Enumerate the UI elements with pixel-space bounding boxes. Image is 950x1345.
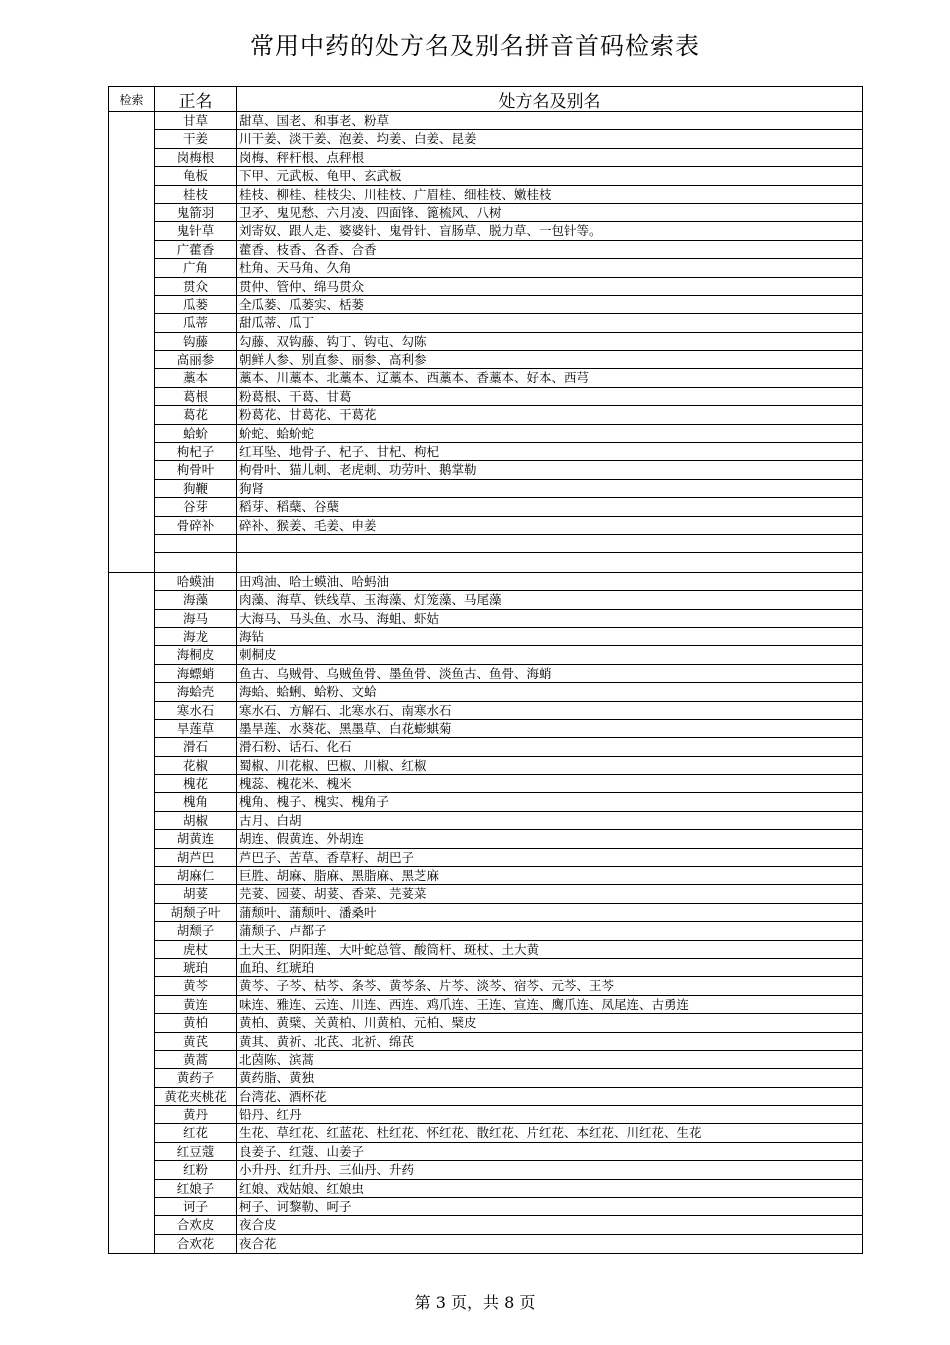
herb-aliases-cell: 桂枝、柳桂、桂枝尖、川桂枝、广眉桂、细桂枝、嫩桂枝 [239, 186, 552, 202]
herb-aliases-cell: 蒲颓子、卢都子 [239, 923, 327, 939]
herb-aliases-cell: 良姜子、红蔻、山姜子 [239, 1143, 365, 1159]
table-row [155, 1180, 862, 1198]
table-row [155, 1124, 862, 1142]
herb-index-table [108, 86, 863, 1254]
herb-name-cell: 干姜 [155, 130, 237, 147]
herb-aliases-cell: 刺桐皮 [239, 647, 277, 663]
table-row [155, 1161, 862, 1179]
table-row [155, 683, 862, 701]
table-row [155, 388, 862, 406]
herb-aliases-cell: 寒水石、方解石、北寒水石、南寒水石 [239, 702, 452, 718]
table-row [155, 130, 862, 148]
herb-aliases-cell: 稻芽、稻蘖、谷蘖 [239, 499, 340, 515]
herb-name-cell: 槐花 [155, 775, 237, 792]
page-footer: 第 3 页，共 8 页 [414, 1293, 536, 1312]
herb-aliases-cell: 台湾花、酒杯花 [239, 1088, 327, 1104]
table-row [155, 1051, 862, 1069]
herb-aliases-cell: 海蛤、蛤蜊、蛤粉、文蛤 [239, 684, 377, 700]
herb-name-cell: 胡黄连 [155, 830, 237, 847]
herb-name-cell: 瓜蒌 [155, 296, 237, 313]
herb-aliases-cell: 柯子、诃黎勒、呵子 [239, 1199, 352, 1215]
table-row [155, 1106, 862, 1124]
herb-name-cell: 葛根 [155, 388, 237, 405]
table-row [155, 461, 862, 479]
herb-aliases-cell: 蒲颓叶、蒲颓叶、潘桑叶 [239, 904, 377, 920]
herb-aliases-cell: 甜瓜蒂、瓜丁 [239, 315, 315, 331]
herb-aliases-cell: 槐角、槐子、槐实、槐角子 [239, 794, 390, 810]
table-row [155, 646, 862, 664]
herb-aliases-cell: 夜合花 [239, 1235, 277, 1251]
herb-name-cell: 合欢皮 [155, 1216, 237, 1233]
table-row [155, 720, 862, 738]
herb-name-cell: 红花 [155, 1124, 237, 1141]
table-row [155, 259, 862, 277]
table-row [155, 296, 862, 314]
table-row [155, 996, 862, 1014]
table-row [155, 1088, 862, 1106]
table-row [155, 738, 862, 756]
table-row [155, 702, 862, 720]
herb-aliases-cell: 狗肾 [239, 480, 265, 496]
herb-aliases-cell: 墨旱莲、水葵花、黑墨草、白花蟛蜞菊 [239, 720, 452, 736]
herb-name-cell: 黄芪 [155, 1033, 237, 1050]
herb-name-cell: 蛤蚧 [155, 425, 237, 442]
herb-aliases-cell: 红娘、戏姑娘、红娘虫 [239, 1180, 365, 1196]
table-row [155, 1235, 862, 1253]
herb-name-cell: 红豆蔻 [155, 1143, 237, 1160]
herb-aliases-cell: 芦巴子、苦草、香草籽、胡巴子 [239, 849, 415, 865]
table-row [155, 959, 862, 977]
herb-name-cell: 骨碎补 [155, 517, 237, 534]
group-index-cell [109, 573, 155, 1253]
herb-name-cell: 甘草 [155, 112, 237, 129]
table-row [155, 241, 862, 259]
herb-name-cell: 黄药子 [155, 1069, 237, 1086]
table-row [155, 830, 862, 848]
table-row [155, 498, 862, 516]
herb-name-cell: 胡颓子 [155, 922, 237, 939]
herb-name-cell: 岗梅根 [155, 149, 237, 166]
table-row [155, 167, 862, 185]
herb-aliases-cell: 槐蕊、槐花米、槐米 [239, 776, 352, 792]
herb-aliases-cell: 黄柏、黄檗、关黄柏、川黄柏、元柏、檗皮 [239, 1015, 477, 1031]
herb-name-cell: 红娘子 [155, 1180, 237, 1197]
table-row [155, 591, 862, 609]
herb-aliases-cell: 甜草、国老、和事老、粉草 [239, 113, 390, 128]
herb-aliases-cell: 土大王、阴阳莲、大叶蛇总管、酸筒杆、斑杖、土大黄 [239, 941, 540, 957]
herb-name-cell: 藁本 [155, 369, 237, 386]
table-row [155, 1198, 862, 1216]
herb-aliases-cell: 味连、雅连、云连、川连、西连、鸡爪连、王连、宣连、鹰爪连、凤尾连、古勇连 [239, 996, 690, 1012]
herb-aliases-cell: 蚧蛇、蛤蚧蛇 [239, 425, 315, 441]
table-row [155, 314, 862, 332]
herb-name-cell [155, 553, 237, 571]
herb-aliases-cell: 生花、草红花、红蓝花、杜红花、怀红花、散红花、片红花、本红花、川红花、生花 [239, 1125, 702, 1141]
herb-name-cell: 海藻 [155, 591, 237, 608]
herb-aliases-cell: 朝鲜人参、别直参、丽参、高利参 [239, 352, 427, 368]
herb-name-cell: 黄花夹桃花 [155, 1088, 237, 1105]
table-row [155, 628, 862, 646]
herb-aliases-cell: 古月、白胡 [239, 812, 302, 828]
herb-name-cell: 槐角 [155, 793, 237, 810]
herb-name-cell: 琥珀 [155, 959, 237, 976]
herb-aliases-cell [237, 553, 862, 571]
table-row [155, 112, 862, 130]
table-row [155, 1216, 862, 1234]
herb-name-cell: 鬼箭羽 [155, 204, 237, 221]
herb-aliases-cell: 川干姜、淡干姜、泡姜、均姜、白姜、昆姜 [239, 131, 477, 147]
table-row [155, 812, 862, 830]
header-index: 检索 [109, 87, 155, 111]
herb-aliases-cell: 刘寄奴、跟人走、婆婆针、鬼骨针、盲肠草、脱力草、一包针等。 [239, 223, 602, 239]
table-row [155, 885, 862, 903]
table-row [155, 443, 862, 461]
herb-name-cell: 黄丹 [155, 1106, 237, 1123]
herb-name-cell: 寒水石 [155, 702, 237, 719]
table-row [155, 757, 862, 775]
herb-aliases-cell: 碎补、猴姜、毛姜、申姜 [239, 517, 377, 533]
table-row [155, 351, 862, 369]
table-row [155, 977, 862, 995]
page-title: 常用中药的处方名及别名拼音首码检索表 [250, 32, 700, 60]
herb-name-cell: 龟板 [155, 167, 237, 184]
table-row [155, 904, 862, 922]
table-row [155, 553, 862, 571]
herb-name-cell: 黄柏 [155, 1014, 237, 1031]
table-body [109, 112, 862, 1253]
herb-aliases-cell: 杜角、天马角、久角 [239, 260, 352, 276]
herb-name-cell: 枸骨叶 [155, 461, 237, 478]
table-row [155, 1143, 862, 1161]
herb-aliases-cell: 芫荽、园荽、胡荽、香菜、芫荽菜 [239, 886, 427, 902]
herb-aliases-cell: 粉葛花、甘葛花、干葛花 [239, 407, 377, 423]
herb-aliases-cell: 黄药脂、黄独 [239, 1070, 315, 1086]
herb-aliases-cell: 巨胜、胡麻、脂麻、黑脂麻、黑芝麻 [239, 868, 440, 884]
herb-aliases-cell: 胡连、假黄连、外胡连 [239, 831, 365, 847]
herb-aliases-cell: 黄芩、子芩、枯芩、条芩、黄芩条、片芩、淡芩、宿芩、元芩、王芩 [239, 978, 615, 994]
herb-name-cell: 贯众 [155, 278, 237, 295]
table-row [155, 775, 862, 793]
herb-aliases-cell: 藿香、枝香、各香、合香 [239, 241, 377, 257]
table-row [155, 204, 862, 222]
table-row [155, 222, 862, 240]
herb-name-cell: 狗鞭 [155, 480, 237, 497]
herb-aliases-cell: 枸骨叶、猫儿刺、老虎刺、功劳叶、鹅掌勒 [239, 462, 477, 478]
herb-name-cell: 桂枝 [155, 186, 237, 203]
herb-name-cell: 瓜蒂 [155, 314, 237, 331]
herb-aliases-cell: 蜀椒、川花椒、巴椒、川椒、红椒 [239, 757, 427, 773]
herb-aliases-cell: 全瓜蒌、瓜蒌实、栝蒌 [239, 296, 365, 312]
header-name: 正名 [155, 87, 237, 111]
table-row [155, 793, 862, 811]
herb-name-cell: 胡芦巴 [155, 849, 237, 866]
herb-name-cell: 葛花 [155, 406, 237, 423]
herb-aliases-cell [237, 535, 862, 552]
table-row [155, 517, 862, 535]
table-row [155, 941, 862, 959]
herb-name-cell: 黄蒿 [155, 1051, 237, 1068]
herb-aliases-cell: 勾藤、双钩藤、钩丁、钩屯、勾陈 [239, 333, 427, 349]
herb-name-cell: 滑石 [155, 738, 237, 755]
herb-name-cell: 高丽参 [155, 351, 237, 368]
herb-aliases-cell: 夜合皮 [239, 1217, 277, 1233]
herb-aliases-cell: 滑石粉、话石、化石 [239, 739, 352, 755]
herb-name-cell: 胡椒 [155, 812, 237, 829]
table-header-row [109, 87, 862, 112]
table-row [155, 610, 862, 628]
herb-name-cell: 哈蟆油 [155, 573, 237, 590]
herb-name-cell [155, 535, 237, 552]
herb-name-cell: 黄芩 [155, 977, 237, 994]
table-row [155, 278, 862, 296]
herb-aliases-cell: 肉藻、海草、铁线草、玉海藻、灯笼藻、马尾藻 [239, 592, 502, 608]
herb-name-cell: 花椒 [155, 757, 237, 774]
herb-aliases-cell: 小升丹、红升丹、三仙丹、升药 [239, 1162, 415, 1178]
herb-aliases-cell: 鱼古、乌贼骨、乌贼鱼骨、墨鱼骨、淡鱼古、鱼骨、海蛸 [239, 665, 552, 681]
table-row [155, 573, 862, 591]
herb-name-cell: 谷芽 [155, 498, 237, 515]
herb-name-cell: 虎杖 [155, 941, 237, 958]
table-row [155, 425, 862, 443]
table-row [155, 867, 862, 885]
table-row [155, 1014, 862, 1032]
herb-name-cell: 旱莲草 [155, 720, 237, 737]
herb-name-cell: 红粉 [155, 1161, 237, 1178]
herb-aliases-cell: 北茵陈、滨蒿 [239, 1051, 315, 1067]
herb-aliases-cell: 黄其、黄祈、北芪、北祈、绵芪 [239, 1033, 415, 1049]
table-row [155, 849, 862, 867]
herb-name-cell: 海桐皮 [155, 646, 237, 663]
herb-name-cell: 海螵蛸 [155, 665, 237, 682]
herb-aliases-cell: 田鸡油、哈士蟆油、哈蚂油 [239, 573, 390, 589]
herb-name-cell: 海马 [155, 610, 237, 627]
herb-name-cell: 广角 [155, 259, 237, 276]
herb-name-cell: 胡麻仁 [155, 867, 237, 884]
herb-name-cell: 钩藤 [155, 333, 237, 350]
herb-aliases-cell: 藁本、川藁本、北藁本、辽藁本、西藁本、香藁本、好本、西芎 [239, 370, 590, 386]
group-index-cell [109, 112, 155, 572]
herb-aliases-cell: 贯仲、管仲、绵马贯众 [239, 278, 365, 294]
herb-name-cell: 黄连 [155, 996, 237, 1013]
herb-name-cell: 海蛤壳 [155, 683, 237, 700]
table-row [155, 922, 862, 940]
herb-aliases-cell: 海钻 [239, 628, 265, 644]
herb-aliases-cell: 下甲、元武板、龟甲、玄武板 [239, 168, 402, 184]
herb-aliases-cell: 铅丹、红丹 [239, 1107, 302, 1123]
herb-aliases-cell: 红耳坠、地骨子、杞子、甘杞、枸杞 [239, 444, 440, 460]
herb-name-cell: 枸杞子 [155, 443, 237, 460]
herb-name-cell: 诃子 [155, 1198, 237, 1215]
table-row [155, 480, 862, 498]
header-aliases: 处方名及别名 [498, 91, 601, 112]
herb-aliases-cell: 大海马、马头鱼、水马、海蛆、虾姑 [239, 610, 440, 626]
table-group [109, 112, 862, 573]
herb-name-cell: 鬼针草 [155, 222, 237, 239]
herb-aliases-cell: 血珀、红琥珀 [239, 959, 315, 975]
table-row [155, 665, 862, 683]
table-group [109, 573, 862, 1253]
table-row [155, 1033, 862, 1051]
table-row [155, 333, 862, 351]
table-row [155, 149, 862, 167]
herb-name-cell: 胡荽 [155, 885, 237, 902]
herb-name-cell: 合欢花 [155, 1235, 237, 1253]
table-row [155, 1069, 862, 1087]
table-row [155, 535, 862, 553]
table-row [155, 186, 862, 204]
herb-name-cell: 胡颓子叶 [155, 904, 237, 921]
herb-aliases-cell: 粉葛根、干葛、甘葛 [239, 388, 352, 404]
herb-name-cell: 海龙 [155, 628, 237, 645]
herb-name-cell: 广藿香 [155, 241, 237, 258]
table-row [155, 406, 862, 424]
herb-aliases-cell: 卫矛、鬼见愁、六月凌、四面锋、篦梳风、八树 [239, 204, 502, 220]
herb-aliases-cell: 岗梅、秤杆根、点秤根 [239, 149, 365, 165]
table-row [155, 369, 862, 387]
